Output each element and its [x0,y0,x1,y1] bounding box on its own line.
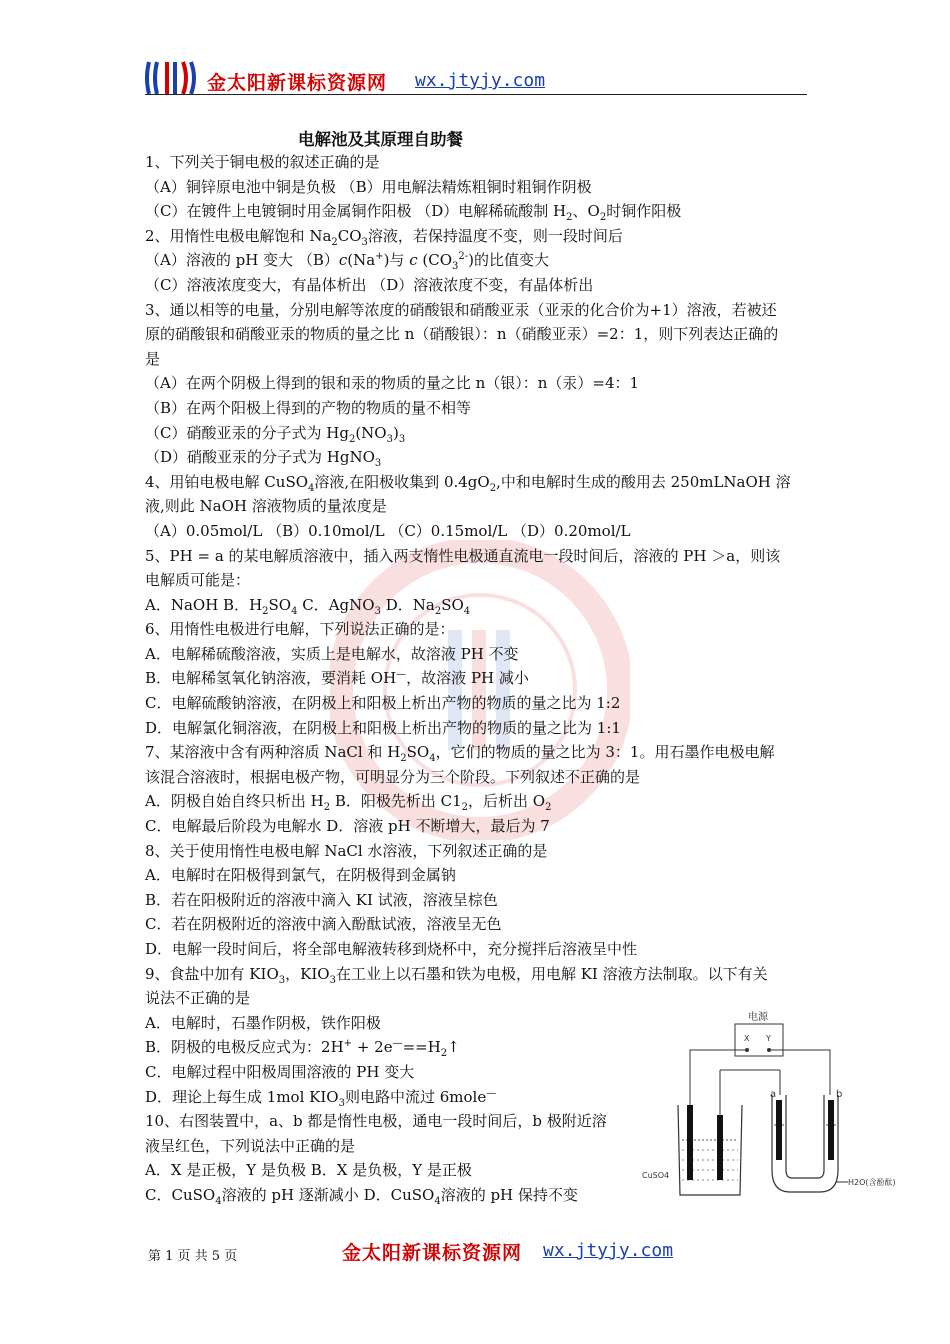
footer-url[interactable] [543,1240,673,1261]
text-line: 1、下列关于铜电极的叙述正确的是 [145,153,380,171]
text-line: A．NaOH B．$H_2SO_4$ C．AgNO$_3$ D．$Na_2SO_4$ [145,595,471,617]
cuso4-label: CuSO4 [642,1171,670,1180]
electrolysis-apparatus-figure [640,1010,908,1200]
text-line: B．阴极的电极反应式为：$2H^+ + 2e^—==H_2↑$ [145,1038,460,1060]
text-line: 8、关于使用惰性电极电解 NaCl 水溶液，下列叙述正确的是 [145,841,548,860]
text-line: 5、PH = a 的某电解质溶液中，插入两支惰性电极通直流电一段时间后，溶液的 PH ＞a，则该 [145,546,781,565]
header-url-text[interactable]: wx.jtyjy.com [415,70,546,91]
electrode-b-label: b [836,1089,843,1100]
text-line: C．电解最后阶段为电解水 D．溶液 pH 不断增大，最后为 7 [145,817,550,836]
text-line: （A）溶液的 pH 变大 （B）c(Na+)与 c $(CO_3^{2-})$的比值变大 [145,251,549,273]
logo-icon [145,58,203,98]
header-brand: 金太阳新课标资源网 [207,72,388,94]
text-line: 7、某溶液中含有两种溶质 NaCl 和 $H_2SO_4$，它们的物质的量之比为 3：1。用石墨作电极电解 [145,743,775,765]
page-number: 第 1 页 共 5 页 [148,1249,238,1264]
text-line: C．CuSO$_4$溶液的 pH 逐渐减小 D．CuSO$_4$溶液的 pH 保持不变 [145,1185,578,1207]
water-label: H2O(含酚酞) [848,1178,896,1187]
power-label: 电源 [748,1012,768,1023]
text-line: 2、用惰性电极电解饱和 $Na_2CO_3$溶液，若保持温度不变，则一段时间后 [145,226,623,248]
page-header [145,58,807,98]
y-label: Y [766,1034,771,1043]
text-line: A．电解时在阳极得到氯气，在阴极得到金属钠 [145,866,456,885]
text-line: A．阴极自始自终只析出 $H_2$ B．阳极先析出 $C1_2$，后析出 $O_2$ [145,792,552,814]
text-line: 9、食盐中加有 $KIO_3$，$KIO_3$在工业上以石墨和铁为电极，用电解 KI 溶液方法制取。以下有关 [145,964,768,986]
footer-url-text[interactable]: wx.jtyjy.com [543,1240,674,1261]
text-line: （C）硝酸亚汞的分子式为 $Hg_2(NO_3)_3$ [145,423,406,445]
text-line: 电解质可能是： [145,571,251,590]
text-line: 液呈红色，下列说法中正确的是 [145,1136,356,1155]
text-line: （C）在镀件上电镀铜时用金属铜作阳极 （D）电解稀硫酸制 $H_2$、$O_2$时铜作阳极 [145,202,682,224]
text-line: 10、右图装置中，a、b 都是惰性电极，通电一段时间后，b 极附近溶 [145,1112,607,1131]
text-line: 4、用铂电极电解 CuSO$_4$溶液,在阳极收集到 $0.4gO_2$,中和电解时生成的酸用去 250mLNaOH 溶 [145,472,791,494]
text-line: C．电解硫酸钠溶液，在阴极上和阳极上析出产物的物质的量之比为 1:2 [145,694,621,713]
text-line: D．电解氯化铜溶液，在阴极上和阳极上析出产物的物质的量之比为 1:1 [145,718,621,737]
header-divider [145,94,807,95]
page-title: 电解池及其原理自助餐 [298,130,463,149]
text-line: D．理论上每生成 1mol $KIO_3$则电路中流过 6mole— [145,1087,497,1109]
header-url[interactable] [415,70,545,91]
text-line: 6、用惰性电极进行电解，下列说法正确的是： [145,620,455,639]
text-line: B．电解稀氢氧化钠溶液，要消耗 OH—，故溶液 PH 减小 [145,669,529,688]
text-line: A．电解稀硫酸溶液，实质上是电解水，故溶液 PH 不变 [145,644,519,663]
text-line: C．若在阴极附近的溶液中滴入酚酞试液，溶液呈无色 [145,915,502,934]
text-line: B．若在阳极附近的溶液中滴入 KI 试液，溶液呈棕色 [145,890,498,909]
text-line: 液,则此 NaOH 溶液物质的量浓度是 [145,497,387,516]
text-line: 3、通以相等的电量，分别电解等浓度的硝酸银和硝酸亚汞（亚汞的化合价为+1）溶液，若被还 [145,300,777,319]
text-line: （B）在两个阳极上得到的产物的物质的量不相等 [145,398,472,417]
text-line: C．电解过程中阳极周围溶液的 PH 变大 [145,1062,415,1081]
text-line: （A）在两个阴极上得到的银和汞的物质的量之比 n（银）：n（汞）=4：1 [145,374,640,393]
text-line: （D）硝酸亚汞的分子式为 HgNO$_3$ [145,448,382,470]
electrode-a-label: a [770,1089,777,1100]
text-line: 是 [145,349,161,368]
text-line: （C）溶液浓度变大，有晶体析出 （D）溶液浓度不变，有晶体析出 [145,275,594,294]
text-line: A．电解时，石墨作阴极，铁作阳极 [145,1013,381,1032]
text-line: A．X 是正极，Y 是负极 B．X 是负极，Y 是正极 [145,1161,472,1180]
footer-brand: 金太阳新课标资源网 [342,1242,523,1264]
text-line: D．电解一段时间后，将全部电解液转移到烧杯中，充分搅拌后溶液呈中性 [145,940,638,958]
text-line: （A）铜锌原电池中铜是负极 （B）用电解法精炼粗铜时粗铜作阴极 [145,177,592,196]
text-line: 原的硝酸银和硝酸亚汞的物质的量之比 n（硝酸银）：n（硝酸亚汞）=2：1，则下列表达正确的 [145,325,779,344]
x-label: X [744,1034,750,1043]
text-line: 该混合溶液时，根据电极产物，可明显分为三个阶段。下列叙述不正确的是 [145,767,641,786]
text-line: （A）0.05mol/L （B）0.10mol/L （C）0.15mol/L （D）0.20mol/L [145,521,631,540]
text-line: 说法不正确的是 [145,989,251,1008]
